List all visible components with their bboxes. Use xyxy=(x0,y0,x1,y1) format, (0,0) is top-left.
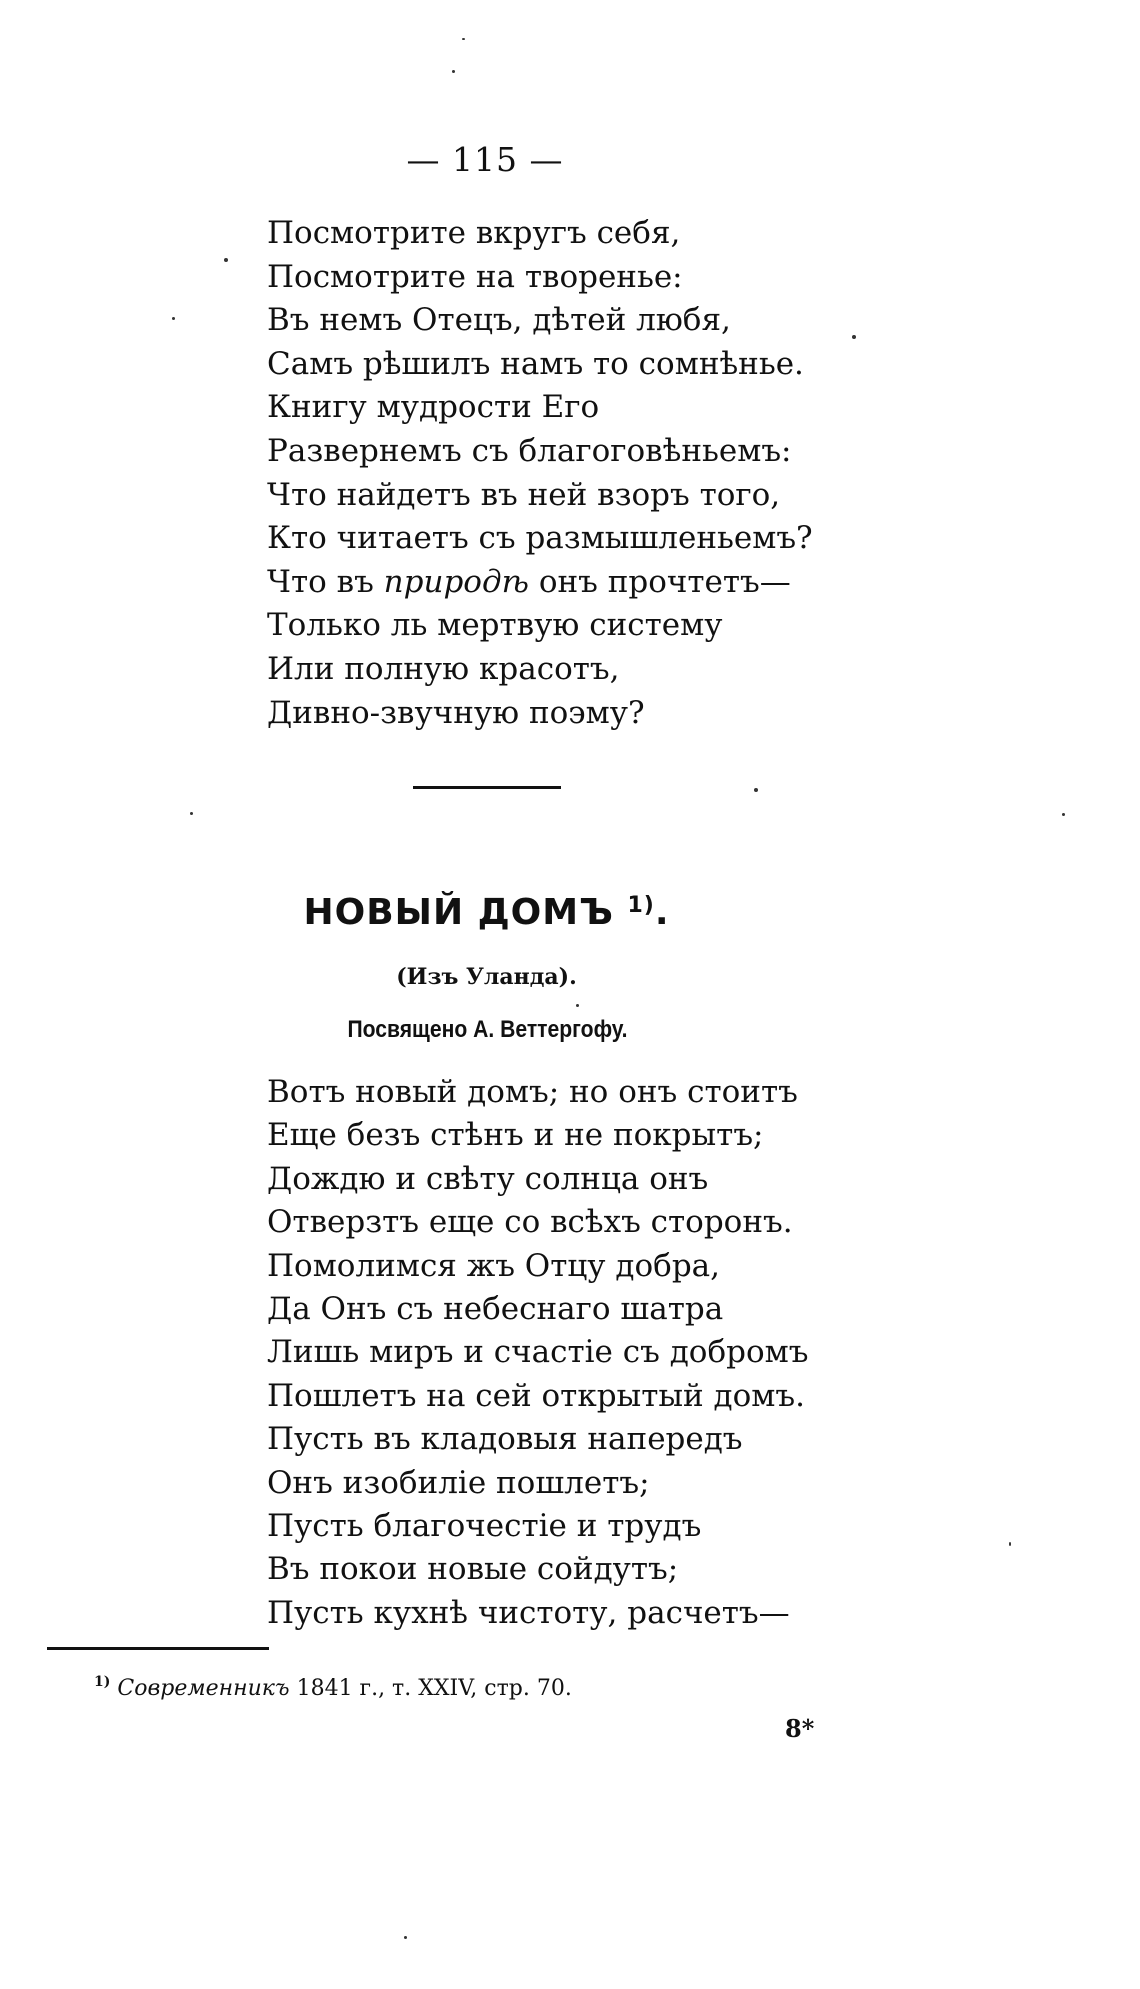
verse-line: Онъ изобиліе пошлетъ; xyxy=(267,1464,650,1501)
scan-speck xyxy=(462,38,465,40)
footnote-source: Современникъ xyxy=(117,1676,290,1701)
verse-line: Вотъ новый домъ; но онъ стоитъ xyxy=(267,1074,798,1110)
scan-speck xyxy=(1062,813,1065,816)
title-footnote-marker: 1) xyxy=(627,893,655,918)
footnote-marker: 1) xyxy=(94,1674,111,1690)
verse-line: Пусть въ кладовыя напередъ xyxy=(267,1421,743,1458)
page-number: — 115 — xyxy=(406,140,564,179)
footnote-rule xyxy=(47,1647,269,1650)
verse-line: Пусть кухнѣ чистоту, расчетъ— xyxy=(267,1594,790,1631)
verse-line: Лишь миръ и счастіе съ добромъ xyxy=(267,1334,809,1371)
verse-fragment: Что въ xyxy=(267,563,384,600)
scan-speck xyxy=(404,1936,407,1939)
poem-one-stanza xyxy=(267,212,813,735)
verse-line: Только ль мертвую систему xyxy=(267,607,723,644)
poem-subtitle: (Изъ Уланда). xyxy=(396,964,577,990)
verse-line: Что найдетъ въ ней взоръ того, xyxy=(267,476,781,513)
verse-line: Въ покои новые сойдутъ; xyxy=(267,1551,679,1588)
scan-speck xyxy=(576,1004,579,1007)
verse-line: Да Онъ съ небеснаго шатра xyxy=(267,1290,724,1327)
verse-line: Пусть благочестіе и трудъ xyxy=(267,1507,702,1544)
scan-speck xyxy=(190,812,193,815)
poem-dedication: Посвящено А. Веттергофу. xyxy=(347,1016,628,1043)
verse-line: Отверзтъ еще со всѣхъ сторонъ. xyxy=(267,1204,793,1241)
verse-fragment: онъ прочтетъ— xyxy=(528,563,791,600)
footnote xyxy=(94,1674,572,1701)
scan-speck xyxy=(852,335,856,339)
verse-line: Еще безъ стѣнъ и не покрытъ; xyxy=(267,1117,764,1154)
scan-speck xyxy=(1009,1542,1011,1546)
poem-two-stanza xyxy=(267,1071,808,1635)
verse-line: Помолимся жъ Отцу добра, xyxy=(267,1247,720,1284)
scan-speck xyxy=(224,258,228,262)
verse-line: Посмотрите на творенье: xyxy=(267,258,683,295)
verse-line: Посмотрите вкругъ себя, xyxy=(267,215,681,251)
verse-line: Или полную красотъ, xyxy=(267,650,620,687)
verse-line: Книгу мудрости Его xyxy=(267,389,600,426)
scan-speck xyxy=(452,70,455,73)
verse-line: Дождю и свѣту солнца онъ xyxy=(267,1160,709,1197)
verse-line: Самъ рѣшилъ намъ то сомнѣнье. xyxy=(267,345,804,382)
verse-line: Пошлетъ на сей открытый домъ. xyxy=(267,1377,805,1414)
italic-word: природѣ xyxy=(383,563,529,600)
verse-line: Въ немъ Отецъ, дѣтей любя, xyxy=(267,302,731,339)
verse-line-with-italic xyxy=(267,561,813,605)
poem-title-text: НОВЫЙ ДОМЪ xyxy=(303,892,614,933)
section-separator xyxy=(413,786,561,789)
scan-speck xyxy=(172,317,175,320)
signature-mark: 8* xyxy=(785,1714,815,1743)
footnote-details: 1841 г., т. XXIV, стр. 70. xyxy=(289,1676,572,1701)
scan-speck xyxy=(754,788,758,792)
verse-line: Развернемъ съ благоговѣньемъ: xyxy=(267,432,792,469)
verse-line: Кто читаетъ съ размышленьемъ? xyxy=(267,520,813,557)
poem-title: НОВЫЙ ДОМЪ $^{1)}$. xyxy=(303,892,670,933)
verse-line: Дивно-звучную поэму? xyxy=(267,694,645,731)
